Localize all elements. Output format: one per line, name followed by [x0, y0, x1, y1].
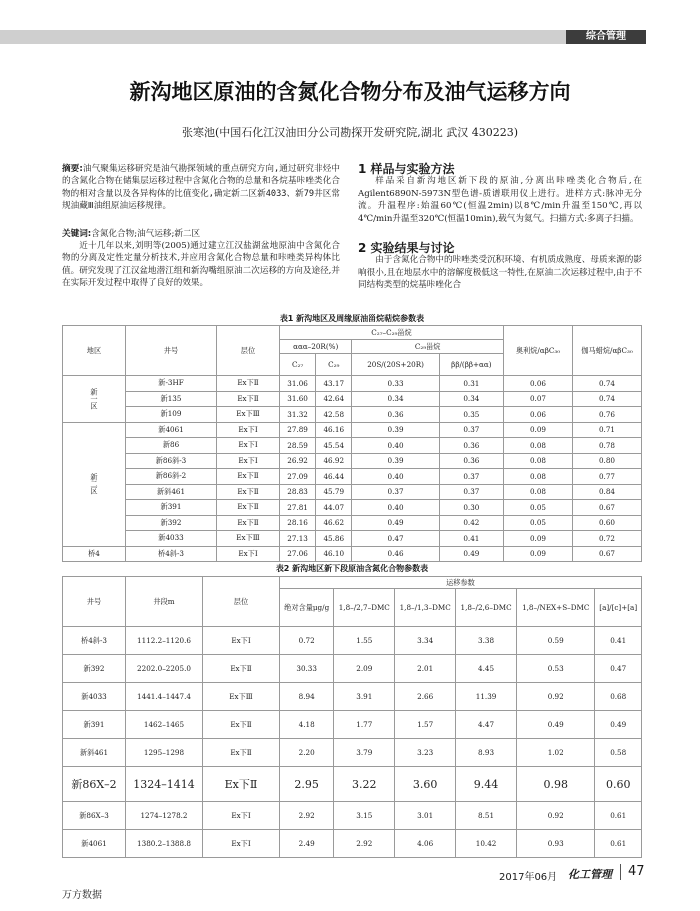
t1-cell: 31.32	[280, 407, 316, 423]
t2-cell: 2.09	[334, 655, 395, 683]
table1-row	[63, 407, 642, 423]
table1-row	[63, 469, 642, 485]
t2-cell: Ex下Ⅱ	[203, 655, 280, 683]
t1-cell: 31.06	[280, 376, 316, 392]
t1-cell: 新斜461	[126, 484, 217, 500]
t2-cell: 0.92	[517, 802, 595, 830]
t1-cell: 0.41	[439, 531, 503, 547]
table2-row	[63, 683, 642, 711]
t2-cell: 0.41	[595, 627, 642, 655]
t1-cell: 44.07	[316, 500, 352, 516]
t1-cell: 46.92	[316, 453, 352, 469]
t1-cell: Ex下Ⅰ	[217, 546, 280, 562]
table1-row	[63, 391, 642, 407]
t1-cell: 0.05	[504, 515, 573, 531]
t1-cell: 0.49	[439, 546, 503, 562]
source-watermark: 万方数据	[62, 890, 102, 901]
t1-cell: 0.39	[352, 422, 439, 438]
t2-cell: 1441.4–1447.4	[126, 683, 203, 711]
t1-cell: 0.60	[573, 515, 642, 531]
t1-cell: 0.67	[573, 546, 642, 562]
t1-cell: 桥4斜-3	[126, 546, 217, 562]
t1-cell: 27.89	[280, 422, 316, 438]
t2-cell: 4.47	[456, 711, 517, 739]
table2-row	[63, 655, 642, 683]
table1-row	[63, 376, 642, 392]
section-2-body: 由于含氮化合物中的咔唑类受沉积环境、有机质成熟度、母质来源的影响很小,且在地层水中的溶解度极低这一特性,在原油二次运移过程中,由于不同结构类型的烷基咔唑化合	[358, 255, 642, 291]
header-bar	[0, 30, 646, 44]
t1-cell: 0.47	[352, 531, 439, 547]
t1-cell: 0.42	[439, 515, 503, 531]
t2-cell: 新4033	[63, 683, 126, 711]
t1-cell: 28.16	[280, 515, 316, 531]
t1-cell: 28.59	[280, 438, 316, 454]
t1-cell: 42.58	[316, 407, 352, 423]
t2-cell: 4.45	[456, 655, 517, 683]
keywords-label: 关键词:	[62, 229, 92, 239]
t2-cell: 8.94	[280, 683, 334, 711]
t2-cell: 3.22	[334, 767, 395, 802]
t1-h-ratio2: ββ/(ββ+αα)	[439, 354, 503, 376]
t1-cell: Ex下Ⅱ	[217, 515, 280, 531]
t2-cell: 新86X–2	[63, 767, 126, 802]
t1-cell: Ex下Ⅲ	[217, 531, 280, 547]
t1-cell: 0.31	[439, 376, 503, 392]
table1	[62, 325, 642, 562]
author-line: 张寒池(中国石化江汉油田分公司勘探开发研究院,湖北 武汉 430223)	[181, 126, 519, 139]
t1-area-cell: 桥4	[63, 546, 126, 562]
t1-cell: 45.86	[316, 531, 352, 547]
t2-cell: 0.92	[517, 683, 595, 711]
t2-h-p1: 1,8–/2,7–DMC	[334, 589, 395, 627]
t1-cell: 0.30	[439, 500, 503, 516]
table2	[62, 576, 642, 858]
t2-cell: 0.61	[595, 830, 642, 858]
t2-h-layer: 层位	[203, 577, 280, 627]
table1-row	[63, 546, 642, 562]
t2-cell: Ex下Ⅱ	[203, 767, 280, 802]
section-1	[358, 163, 642, 225]
t1-cell: 27.06	[280, 546, 316, 562]
t1-h-well: 井号	[126, 326, 217, 376]
t1-cell: 0.46	[352, 546, 439, 562]
t1-cell: 0.37	[439, 469, 503, 485]
t2-cell: 3.79	[334, 739, 395, 767]
t1-cell: 0.34	[352, 391, 439, 407]
table2-row	[63, 802, 642, 830]
t1-cell: 28.83	[280, 484, 316, 500]
t1-cell: Ex下Ⅱ	[217, 376, 280, 392]
t1-h-layer: 层位	[217, 326, 280, 376]
t1-cell: 0.06	[504, 407, 573, 423]
table2-row	[63, 627, 642, 655]
t1-cell: 0.37	[352, 484, 439, 500]
t1-cell: Ex下Ⅱ	[217, 469, 280, 485]
t1-cell: 0.08	[504, 469, 573, 485]
t2-cell: 10.42	[456, 830, 517, 858]
t1-cell: 45.79	[316, 484, 352, 500]
t2-cell: 1.02	[517, 739, 595, 767]
t2-cell: 11.39	[456, 683, 517, 711]
t2-cell: 1295–1298	[126, 739, 203, 767]
t2-cell: 0.60	[595, 767, 642, 802]
t2-cell: 8.51	[456, 802, 517, 830]
t2-cell: 0.61	[595, 802, 642, 830]
t2-cell: 1380.2–1388.8	[126, 830, 203, 858]
t2-cell: 新391	[63, 711, 126, 739]
t1-cell: 27.09	[280, 469, 316, 485]
t2-cell: 新4061	[63, 830, 126, 858]
t1-cell: Ex下Ⅰ	[217, 453, 280, 469]
t1-cell: 0.07	[504, 391, 573, 407]
footer-magazine: 化工管理	[568, 868, 612, 881]
t2-cell: 3.34	[395, 627, 456, 655]
t1-h-c29: C₂₉	[316, 354, 352, 376]
t1-cell: 43.17	[316, 376, 352, 392]
t2-cell: 3.91	[334, 683, 395, 711]
section-1-heading: 1 样品与实验方法	[358, 162, 455, 176]
t2-cell: 3.15	[334, 802, 395, 830]
t1-cell: 0.84	[573, 484, 642, 500]
t1-cell: 0.36	[352, 407, 439, 423]
abstract	[62, 163, 340, 213]
t1-cell: Ex下Ⅱ	[217, 484, 280, 500]
t2-cell: 1324–1414	[126, 767, 203, 802]
t1-cell: 0.36	[439, 438, 503, 454]
t2-cell: 30.33	[280, 655, 334, 683]
t2-h-p2: 1,8–/1,3–DMC	[395, 589, 456, 627]
t1-cell: 新109	[126, 407, 217, 423]
t1-h-group: C₂₇–C₂₉甾烷	[280, 326, 504, 340]
t2-cell: 2.95	[280, 767, 334, 802]
t1-cell: 0.40	[352, 438, 439, 454]
table1-row	[63, 484, 642, 500]
t1-cell: 0.09	[504, 546, 573, 562]
t1-cell: 46.16	[316, 422, 352, 438]
t2-h-p3: 1,8–/2,6–DMC	[456, 589, 517, 627]
section-2	[358, 242, 642, 292]
t1-cell: 0.37	[439, 422, 503, 438]
t2-cell: 0.59	[517, 627, 595, 655]
article-title: 新沟地区原油的含氮化合物分布及油气运移方向	[129, 80, 571, 104]
t1-cell: 0.67	[573, 500, 642, 516]
t1-cell: 26.92	[280, 453, 316, 469]
t1-cell: 0.08	[504, 484, 573, 500]
t2-cell: 2.01	[395, 655, 456, 683]
t2-cell: Ex下Ⅱ	[203, 711, 280, 739]
keywords-text: 含氮化合物;油气运移;新二区	[91, 229, 201, 239]
t2-cell: 新斜461	[63, 739, 126, 767]
t1-area-cell: 新一区	[63, 376, 126, 423]
t2-h-abs: 绝对含量μg/g	[280, 589, 334, 627]
t2-h-p4: 1,8–/NEX+S–DMC	[517, 589, 595, 627]
t2-cell: 0.98	[517, 767, 595, 802]
t1-cell: Ex下Ⅲ	[217, 407, 280, 423]
t1-cell: Ex下Ⅰ	[217, 422, 280, 438]
t2-h-group: 运移参数	[280, 577, 642, 589]
t2-cell: 0.53	[517, 655, 595, 683]
table1-row	[63, 422, 642, 438]
t1-cell: 0.40	[352, 500, 439, 516]
t1-cell: 0.39	[352, 453, 439, 469]
intro-text: 近十几年以来,刘明等(2005)通过建立江汉盐湖盆地原油中含氮化合物的分离及定性定量分析技术,并应用含氮化合物总量和咔唑类异构体比值。研究发现了江汉盆地潜江组和新沟嘴组原油二次运移的方向及途径,并在实际开发过程中取得了良好的效果。	[62, 241, 340, 289]
t1-cell: 46.44	[316, 469, 352, 485]
t2-cell: 0.47	[595, 655, 642, 683]
t1-cell: 0.36	[439, 453, 503, 469]
t2-cell: Ex下Ⅱ	[203, 739, 280, 767]
page-number: 47	[628, 864, 645, 879]
t1-cell: 0.49	[352, 515, 439, 531]
t1-h-sub1: ααα–20R(%)	[280, 340, 352, 354]
t1-cell: 0.09	[504, 422, 573, 438]
t2-cell: 0.68	[595, 683, 642, 711]
t1-h-sub2: C₂₉甾烷	[352, 340, 504, 354]
t2-cell: 3.01	[395, 802, 456, 830]
t2-cell: 2202.0–2205.0	[126, 655, 203, 683]
section-1-body: 样品采自新沟地区新下段的原油,分离出咔唑类化合物后,在Agilent6890N-5973N型色谱-质谱联用仪上进行。进样方式:脉冲无分流。升温程序:始温60℃(恒温2min)以8℃/min升温至150℃,再以4℃/min升温至320℃(恒温10min),载气为氦气。扫描方式:多离子扫描。	[358, 176, 642, 224]
t2-cell: 2.92	[280, 802, 334, 830]
t1-cell: 0.40	[352, 469, 439, 485]
t1-cell: 新4061	[126, 422, 217, 438]
table2-caption: 表2 新沟地区新下段原油含氮化合物参数表	[275, 564, 429, 573]
t1-cell: 45.54	[316, 438, 352, 454]
t1-cell: 46.62	[316, 515, 352, 531]
t2-cell: 2.66	[395, 683, 456, 711]
t2-cell: Ex下Ⅰ	[203, 802, 280, 830]
t1-cell: 新86斜-3	[126, 453, 217, 469]
t1-cell: 0.74	[573, 391, 642, 407]
t1-cell: 31.60	[280, 391, 316, 407]
t1-cell: 0.09	[504, 531, 573, 547]
table2-row	[63, 830, 642, 858]
t2-cell: 新392	[63, 655, 126, 683]
t1-h-col-b: 伽马蜡烷/αβC₃₀	[573, 326, 642, 376]
t1-h-c27: C₂₇	[280, 354, 316, 376]
t1-cell: 46.10	[316, 546, 352, 562]
t1-cell: 0.72	[573, 531, 642, 547]
t1-cell: 0.74	[573, 376, 642, 392]
t2-cell: Ex下Ⅲ	[203, 683, 280, 711]
t2-cell: 0.58	[595, 739, 642, 767]
t2-cell: 3.60	[395, 767, 456, 802]
t1-cell: 0.77	[573, 469, 642, 485]
t1-cell: 0.80	[573, 453, 642, 469]
intro-paragraph	[62, 240, 340, 290]
t1-cell: 0.08	[504, 453, 573, 469]
t1-cell: 新392	[126, 515, 217, 531]
t2-cell: 4.06	[395, 830, 456, 858]
t1-cell: 27.13	[280, 531, 316, 547]
t2-cell: Ex下Ⅰ	[203, 830, 280, 858]
t1-cell: Ex下Ⅰ	[217, 438, 280, 454]
t1-cell: 新135	[126, 391, 217, 407]
table1-row	[63, 500, 642, 516]
t1-cell: Ex下Ⅱ	[217, 500, 280, 516]
t2-cell: 0.72	[280, 627, 334, 655]
t1-cell: 0.08	[504, 438, 573, 454]
t1-cell: 0.76	[573, 407, 642, 423]
table1-caption: 表1 新沟地区及周缘原油甾烷萜烷参数表	[279, 314, 425, 323]
t2-cell: 1462–1465	[126, 711, 203, 739]
t2-cell: 3.23	[395, 739, 456, 767]
footer-date: 2017年06月	[499, 872, 558, 883]
t1-cell: 新-3HF	[126, 376, 217, 392]
t1-cell: Ex下Ⅱ	[217, 391, 280, 407]
abstract-label: 摘要:	[62, 164, 83, 174]
table2-row	[63, 739, 642, 767]
keywords	[62, 228, 340, 240]
t1-cell: 新4033	[126, 531, 217, 547]
table1-row	[63, 438, 642, 454]
t1-cell: 新86斜-2	[126, 469, 217, 485]
section-2-heading: 2 实验结果与讨论	[358, 241, 455, 255]
t2-cell: Ex下Ⅰ	[203, 627, 280, 655]
t1-area-cell: 新二区	[63, 422, 126, 546]
t1-cell: 0.35	[439, 407, 503, 423]
t2-cell: 9.44	[456, 767, 517, 802]
abstract-text: 油气聚集运移研究是油气勘探领域的重点研究方向,通过研究非烃中的含氮化合物在储集层运移过程中含氮化合物的总量和各烷基咔唑类化合物的相对含量以及各异构体的比值变化,确定新二区新4033、新79井区常规油藏Ⅲ油组原油运移规律。	[62, 164, 340, 212]
t1-h-ratio1: 20S/(20S+20R)	[352, 354, 439, 376]
t2-cell: 新86X–3	[63, 802, 126, 830]
t1-cell: 新86	[126, 438, 217, 454]
t1-cell: 0.71	[573, 422, 642, 438]
t1-cell: 0.05	[504, 500, 573, 516]
t2-h-depth: 井段m	[126, 577, 203, 627]
t1-cell: 27.81	[280, 500, 316, 516]
t1-cell: 新391	[126, 500, 217, 516]
table1-row	[63, 453, 642, 469]
t2-cell: 1.57	[395, 711, 456, 739]
t2-cell: 0.93	[517, 830, 595, 858]
t2-cell: 4.18	[280, 711, 334, 739]
t1-cell: 0.06	[504, 376, 573, 392]
t1-h-area: 地区	[63, 326, 126, 376]
t1-cell: 0.34	[439, 391, 503, 407]
table1-row	[63, 515, 642, 531]
t2-h-well: 井号	[63, 577, 126, 627]
t1-cell: 0.78	[573, 438, 642, 454]
t2-cell: 2.20	[280, 739, 334, 767]
t1-cell: 0.33	[352, 376, 439, 392]
t2-cell: 1.77	[334, 711, 395, 739]
t2-h-p5: [a]/[c]+[a]	[595, 589, 642, 627]
footer-divider	[620, 864, 621, 880]
t2-cell: 0.49	[595, 711, 642, 739]
table2-row	[63, 767, 642, 802]
t2-cell: 3.38	[456, 627, 517, 655]
t2-cell: 1.55	[334, 627, 395, 655]
t2-cell: 1112.2–1120.6	[126, 627, 203, 655]
t2-cell: 桥4斜-3	[63, 627, 126, 655]
t1-cell: 42.64	[316, 391, 352, 407]
t2-cell: 8.93	[456, 739, 517, 767]
t1-cell: 0.37	[439, 484, 503, 500]
table1-row	[63, 531, 642, 547]
t1-h-col-a: 奥利烷/αβC₃₀	[504, 326, 573, 376]
t2-cell: 0.49	[517, 711, 595, 739]
t2-cell: 1274–1278.2	[126, 802, 203, 830]
section-tag: 综合管理	[566, 30, 646, 44]
table2-row	[63, 711, 642, 739]
t2-cell: 2.92	[334, 830, 395, 858]
t2-cell: 2.49	[280, 830, 334, 858]
